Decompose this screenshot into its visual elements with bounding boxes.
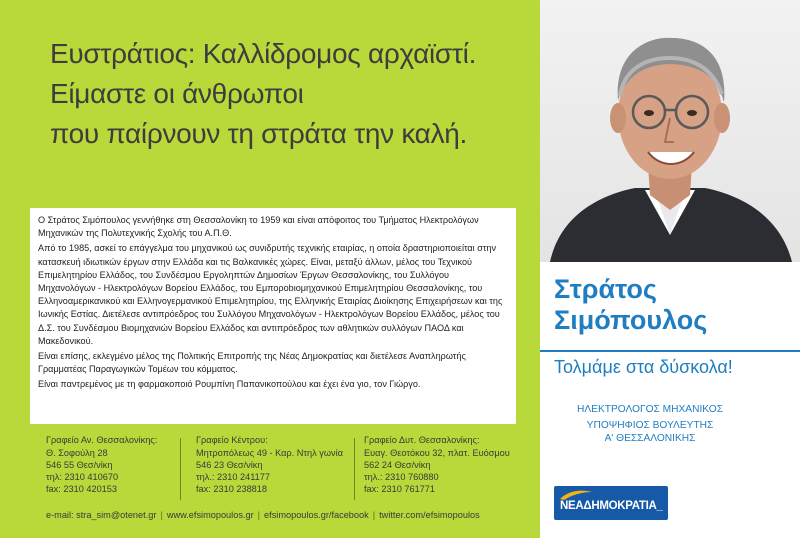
- bio-paragraph-3: Είναι επίσης, εκλεγμένο μέλος της Πολιτικής Επιτροπής της Νέας Δημοκρατίας και διετέλεσε Αναπληρωτής Γραμματέας Παραγωγικών Τομέων του κόμματος.: [38, 351, 466, 375]
- candidate-name-panel: [540, 262, 800, 538]
- candidate-photo: [540, 0, 800, 262]
- bio-paragraph-4: Είναι παντρεμένος με τη φαρμακοποιό Ρουμπίνη Παπανικοπούλου και έχει ένα γιο, τον Γιώργο.: [38, 379, 421, 390]
- candidate-profession: ΗΛΕΚΤΡΟΛΟΓΟΣ ΜΗΧΑΝΙΚΟΣ: [576, 404, 723, 415]
- office-city: 562 24 Θεσ/νίκη: [364, 460, 431, 470]
- footer-separator: |: [257, 510, 261, 520]
- office-phone: τηλ: 2310 410670: [46, 472, 119, 482]
- office-separator: [354, 438, 355, 500]
- candidacy-line-2: Α' ΘΕΣΣΑΛΟΝΙΚΗΣ: [604, 433, 696, 444]
- footer-separator: |: [160, 510, 163, 520]
- office-east: [46, 434, 157, 504]
- footer-website-link[interactable]: www.efsimopoulos.gr: [166, 510, 254, 520]
- office-phone: τηλ.: 2310 760880: [364, 472, 439, 482]
- office-fax: fax: 2310 238818: [196, 484, 268, 494]
- footer-separator: |: [372, 510, 376, 520]
- candidate-role: [560, 403, 740, 446]
- divider-rule: [540, 350, 800, 352]
- headline-line-1: Ευστράτιος: Καλλίδρομος αρχαϊστί.: [50, 38, 477, 69]
- office-center: [196, 434, 343, 504]
- office-fax: fax: 2310 761771: [364, 484, 436, 494]
- office-address: Μητροπόλεως 49 - Καρ. Ντηλ γωνία: [196, 448, 343, 458]
- party-logo-text: ΝΕΑΔΗΜΟΚΡΑΤΙΑ_: [560, 500, 663, 512]
- candidacy-line-1: ΥΠΟΨΗΦΙΟΣ ΒΟΥΛΕΥΤΗΣ: [586, 419, 714, 431]
- office-title: Γραφείο Κέντρου:: [196, 435, 268, 445]
- campaign-slogan: Τολμάμε στα δύσκολα!: [554, 357, 733, 377]
- footer-email[interactable]: e-mail: stra_sim@otenet.gr: [46, 510, 157, 520]
- candidate-first-name: Στράτος: [554, 274, 657, 304]
- candidate-name: [554, 274, 707, 336]
- office-address: Ευαγ. Θεοτόκου 32, πλατ. Ευόσμου: [364, 448, 510, 458]
- footer-twitter-link[interactable]: twitter.com/efsimopoulos: [379, 510, 480, 520]
- party-logo: [554, 486, 668, 520]
- office-city: 546 55 Θεσ/νίκη: [46, 460, 113, 470]
- office-phone: τηλ.: 2310 241177: [196, 472, 270, 482]
- portrait-illustration: [540, 0, 800, 262]
- headline: [50, 34, 520, 154]
- footer-facebook-link[interactable]: efsimopoulos.gr/facebook: [264, 510, 369, 520]
- office-title: Γραφείο Αν. Θεσσαλονίκης:: [46, 435, 158, 445]
- office-west: [364, 434, 510, 504]
- headline-line-2: Είμαστε οι άνθρωποι: [50, 78, 304, 109]
- contact-footer: [46, 510, 480, 520]
- office-separator: [180, 438, 181, 500]
- headline-line-3: που παίρνουν τη στράτα την καλή.: [50, 118, 468, 149]
- office-city: 546 23 Θεσ/νίκη: [196, 460, 263, 470]
- candidate-last-name: Σιμόπουλος: [554, 305, 708, 335]
- bio-paragraph-1: Ο Στράτος Σιμόπουλος γεννήθηκε στη Θεσσαλονίκη το 1959 και είναι απόφοιτος του Τμήματος Ηλεκτρολόγων Μηχανικών της Πολυτεχνικής Σχολής του Α.Π.Θ.: [38, 215, 479, 239]
- bio-paragraph-2: Από το 1985, ασκεί το επάγγελμα του μηχανικού ως συνιδρυτής τεχνικής εταιρίας, η οποία δραστηριοποιείται στην κατασκευή ιδιωτικών έργων στην Ελλάδα και τις Βαλκανικές χώρες. Είναι, μεταξύ άλλων, μέλος του Τεχνικού Επιμελητηρίου Ελλάδος, του Συνδέσμου Εργοληπτών Δημοσίων Έργων Θεσσαλονίκης, του Συλλόγου Μηχανολόγων - Ηλεκτρολόγων Βορείου Ελλάδος, του Εμπορobιομηχανικού Επιμελητηρίου Θεσσαλονίκης, του Ελληνοαμερικανικού και Ελληνογερμανικού Επιμελητηρίου, της Ελληνικής Εταιρίας Διοίκησης Επιχειρήσεων και της Ιωνικής Εστίας. Διετέλεσε αντιπρόεδρος του Συλλόγου Μηχανολόγων - Ηλεκτρολόγων Βορείου Ελλάδος, μέλος του Δ.Σ. του Συνδέσμου Βιομηχανιών Βορείου Ελλάδος και αντιπρόεδρος των αθλητικών συλλόγων ΠΑΟΔ και Μακεδονικού.: [38, 243, 503, 346]
- offices-section: [30, 434, 530, 506]
- biography-box: [30, 208, 516, 424]
- office-address: Θ. Σοφούλη 28: [46, 448, 108, 458]
- office-title: Γραφείο Δυτ. Θεσσαλονίκης:: [364, 435, 480, 445]
- office-fax: fax: 2310 420153: [46, 484, 118, 494]
